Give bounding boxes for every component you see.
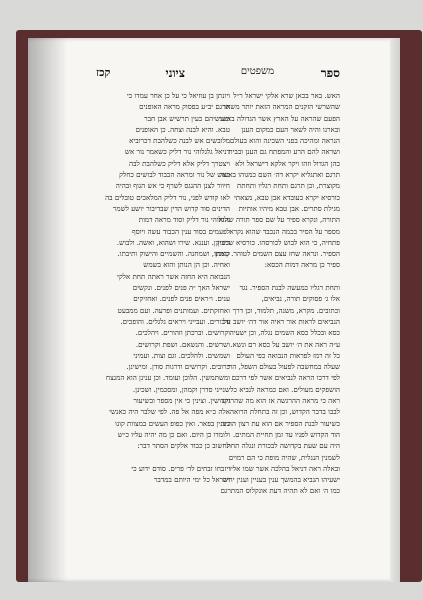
text-line — [96, 452, 230, 463]
text-line: שעלה במחשבה לפעול בעולם השפל, הרי — [226, 362, 340, 372]
text-line: וכתובים. מקרא, משנה, תלמוד, וכן דרך — [232, 305, 340, 315]
text-line: דיבוקן. ועננא. שירו ושהוא, ואשה. ולבוש. — [116, 237, 230, 247]
text-line: הנראה ומהיכה בפני השכינה והוא בעולם — [229, 136, 340, 146]
text-line: אלו ג׳ פסוקים תורה, נביאים, — [261, 294, 340, 304]
text-line: לפעמים בסוד ענין הכבוד עשה ויוסף — [132, 226, 230, 236]
text-line: גלגלוהי נור דליק וסוד מראה דמות — [138, 215, 230, 225]
text-line: מלובשים אש לבנה כשלהבת דכרוביא — [129, 136, 230, 146]
text-line: ובאלה ראה דניאל בהלכה אשר שמו אליו — [229, 463, 340, 473]
text-line: קומתו, ושמחנה. והשמיים והישוק ותיבתו. — [117, 249, 230, 259]
page-number: קכז — [96, 66, 111, 79]
text-line: פתחיה, כי הוא לבוש לכורסהו. כורסיא שבעין — [217, 237, 340, 247]
text-line: הדינים סוד קדוש הדין שבדיבור יושע לשמר — [112, 203, 230, 213]
text-line: האש. באר בכאן שרא אלקי ישראל ר״ל — [233, 91, 340, 100]
text-line: לבבו בדבר הקדוש, וכן זה בתחלת הרואה — [229, 407, 340, 417]
text-line: ויזבחו זבחים לד׳ פרים. סודם ידוע כי — [131, 463, 230, 473]
text-line: ענים. ו״ראים פנים לפנים. ואחזיקים — [133, 294, 230, 304]
text-line: לחשוב כן כבוד אלקים הסתר דבר: — [137, 441, 230, 451]
text-line: ע״ה ראה את ה׳ יושב על כסא רם ונשא. — [230, 339, 340, 349]
text-line: הנבואה היא החזה אשר ראתה תחת אלקי — [116, 271, 230, 281]
left-text-column — [96, 90, 230, 485]
text-line: מקוצרת, וכן תרגם ותחת רגליו ותחתת — [236, 181, 340, 191]
text-line: כאש של נור ומראה הכבוד לבושים כחלק — [119, 170, 230, 180]
text-line: ישראל האך ״ה פנים לפנים. ונקשים — [132, 283, 230, 293]
text-line: תרגם יב״ע בפסוק מראה האופנים — [139, 102, 230, 112]
text-line: ספיר כן מראה דמות הכסא: — [264, 260, 340, 270]
text-line: ויונתן בן עוזיאל כי על כן אחר עמדו כי — [126, 91, 230, 100]
text-line: טבא. והיא לבנה וצחה. כן האופנים — [135, 124, 230, 134]
text-line: הושפקים מעולים. ואם כמראה לנביא כל — [230, 384, 340, 394]
text-line: הנביאים לראות אור ראיה אור דה׳ יושב על — [223, 316, 340, 326]
text-line: כהן הגדול וזהו ויקר אלקא דישראל ולא — [235, 158, 340, 168]
text-line: ומעשיהם כעין תרשיש אבן חבר — [144, 113, 230, 123]
text-line: תרגם ואתגליא יקרא דה׳ השם כמגוהו באשר — [219, 170, 340, 180]
text-line: ואחזקתים. ועמותנים ופרעה. ועם ממבעט — [117, 305, 230, 315]
text-line: בענין בפאר. ואין כפופ העשים במצוות קונו — [115, 418, 230, 428]
text-line: שנייני סדרן וקמהן, ומסכמין. ושכינן. — [132, 384, 230, 394]
text-line: כשיעור לבנת הספיר אם הוא עת רצון הה״ד — [221, 418, 340, 428]
text-line: מספר על הסיר בכמה הנכבד שהוא נקרא — [229, 226, 340, 236]
text-line: לפי דרכו הראה לנביאים אשר לפי דרכם — [231, 373, 340, 383]
text-line: ושרשים. והנשאם. ושפת וקרושים. — [135, 339, 230, 349]
text-line: ולומדו כן היום. ואם כן מה יהיה עליו כ״ש — [117, 429, 230, 439]
text-line: שהשרשי הזקנים המראה הזאת יותר משאר — [222, 102, 340, 112]
text-line: לשמנין הנגלית, שהיה מופת כי הם רמוים — [228, 452, 340, 462]
header-parsha: משפטים — [240, 66, 274, 77]
text-line: היה עם שעת בקדושה לבכורת ונגלה תחת — [226, 441, 340, 451]
text-line: ויצטרך דליק אלא דליק כשלהבת לבה — [129, 158, 230, 168]
text-line: כורסיא יקרא כעובדא אבן טבא, מצאתי — [233, 192, 340, 202]
text-line: ושמשים. ולהלכים. וגם וצות. ועמיני — [133, 350, 230, 360]
text-line: התורה, ונקרא ספיר על שם ספר תורה שהוא — [218, 215, 340, 225]
text-line: דניאל גלגלוהי נור דליק כשאמר נור אש — [124, 147, 230, 157]
text-line: לאו קודש לפני, נור דליק המלאכים טובלים בה — [105, 192, 230, 202]
running-header — [96, 66, 340, 84]
text-line: ודבורים. ועבייני ויראים גלגלים. והופכים. — [120, 316, 230, 326]
text-line: ותחת רגליו כמעשה לבנת הספיר. נגד — [239, 283, 340, 293]
text-line: מגילת סתרים. אבן טבא מיהיו אותיות — [238, 203, 340, 213]
text-line: כל זה רמז לפראות הנבואה כפי העולם — [236, 350, 340, 360]
gutter-shadow — [28, 38, 68, 582]
text-line: ישראל כל ימי היותם במדבר — [153, 475, 230, 485]
text-line: חיוור לצנן ההנגס לשרף כי אש הגוף ובהיה — [115, 181, 230, 191]
text-line: הספיר. ונראה שחז עצם השמים לטוהר. כאמן — [215, 249, 340, 259]
text-line: ושראה להם הרע והמפתח גם הענן ובבית — [228, 147, 340, 157]
text-line: וקרושים. וברכתן וזהורים. ויהלכים. — [135, 328, 230, 338]
header-book-title: ציוני — [165, 66, 185, 80]
text-line: ומשתמשין. הלוכן ועומד. וכן ענינן הוא המנצח — [105, 373, 230, 383]
text-line: ראה כי מראה ההרגשה אז הוא מה שהרגיש — [221, 396, 340, 406]
text-line: כמו ה׳ ואם לא תהיה דעת אונקלוס המתרגם — [220, 486, 340, 496]
text-line: כרובים. וקרושים ודרגות סודן. ומישינן. — [126, 362, 230, 372]
text-line: ישעיהו הנביא בהמשך ענין בעניין וענין יהיה — [222, 475, 340, 485]
text-line: ובארנו והיה לשאר העם כמקום הענן — [241, 124, 340, 134]
text-line: הפעם שהראה על הארץ אשר הגדולה באשר — [218, 113, 340, 123]
text-line: כסא ובכלל כסא השמים נגלה, וכן ישעיה — [229, 328, 340, 338]
text-line: וקרושין. וצינין כי אין מספר ובשיעור — [133, 396, 230, 406]
header-sefer: ספר — [320, 66, 340, 80]
book-page — [28, 38, 400, 582]
text-line: ואחיה. וכן הן הנותן והוא בשמש — [143, 260, 230, 270]
text-line: אלה כ״א מפה אל פה. לפי שלבר היה כאנשי — [109, 407, 230, 417]
page-edge — [390, 38, 400, 582]
text-line: הוד הקדוש לפניו עד זמן תחיית המתים. — [232, 429, 340, 439]
